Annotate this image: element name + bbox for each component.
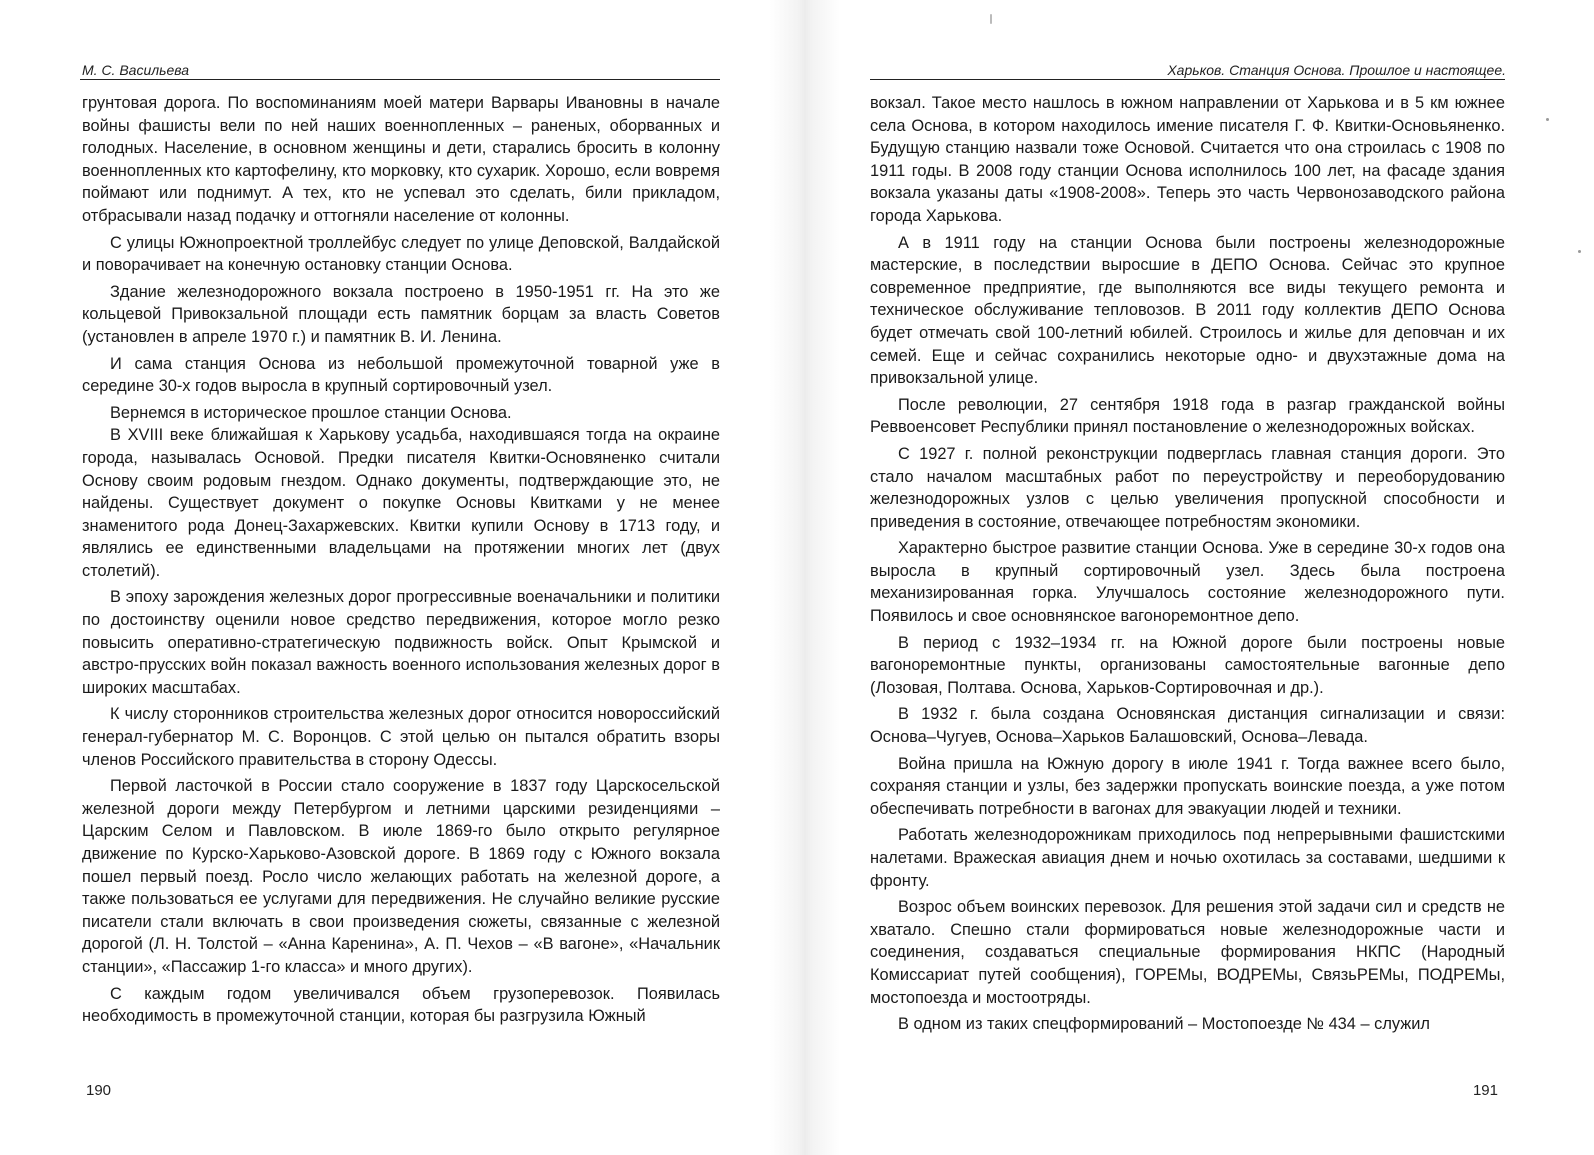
paragraph: грунтовая дорога. По воспоминаниям моей матери Варвары Ивановны в начале войны фашисты вели по ней наших военнопленных – раненых, оборванных и голодных. Население, в основном женщины и дети, старались бросить в колонну военнопленных кто картофелину, кто морковку, кто сухарик. Хорошо, если вовремя поймают или поднимут. А тех, кто не успевал это сделать, били прикладом, отбрасывали назад подачку и оттогняли население от колонны. [82,94,720,225]
paragraph: К числу сторонников строительства железных дорог относится новороссийский генерал-губернатор М. С. Воронцов. С этой целью он пытался обратить взоры членов Российского правительства в сторону Одессы. [82,705,720,769]
paragraph: Вернемся в историческое прошлое станции Основа. [110,403,512,422]
paragraph: В эпоху зарождения железных дорог прогрессивные военачальники и политики по достоинству оценили новое средство передвижения, которое могло резко повысить оперативно-стратегическую подвижность войск. Опыт Крымской и австро-прусских войн показал важность военного использования железных дорог в широких масштабах. [82,588,720,697]
paragraph: вокзал. Такое место нашлось в южном направлении от Харькова и в 5 км южнее села Основа, в котором находилось имение писателя Г. Ф. Квитки-Основьяненко. Будущую станцию назвали тоже Основой. Считается что она строилась с 1908 по 1911 годы. В 2008 году станции Основа исполнилось 100 лет, на фасаде здания вокзала указаны даты «1908-2008». Теперь это часть Червонозаводского района города Харькова. [870,94,1505,225]
paragraph: С улицы Южнопроектной троллейбус следует по улице Деповской, Валдайской и поворачивает на конечную остановку станции Основа. [82,233,720,275]
paragraph: С каждым годом увеличивался объем грузоперевозок. Появилась необходимость в промежуточной станции, которая бы разгрузила Южный [82,984,720,1026]
right-page [790,0,1594,1155]
paragraph: В одном из таких спецформирований – Мостопоезде № 434 – служил [898,1015,1430,1034]
page-number: 191 [1472,1082,1498,1099]
paragraph: В XVIII веке ближайшая к Харькову усадьба, находившаяся тогда на окраине города, называлась Основой. Предки писателя Квитки-Основяненко считали Основу своим родовым гнездом. Однако документы, подтверждающие это, не найдены. Существует документ о покупке Основы Квитками у не менее знаменитого рода Донец-Захаржевских. Квитки купили Основу в 1713 году, и являлись ее единственными владельцами на протяжении многих лет (двух столетий). [82,426,720,580]
paragraph: Здание железнодорожного вокзала построено в 1950-1951 гг. На это же кольцевой Привокзальной площади есть памятник борцам за власть Советов (установлен в апреле 1970 г.) и памятник В. И. Ленина. [82,282,720,346]
right-page-text [870,92,1505,1040]
paragraph: Характерно быстрое развитие станции Основа. Уже в середине 30-х годов она выросла в крупный сортировочный узел. Здесь была построена механизированная горка. Улучшалось состояние железнодорожного пути. Появилось и свое основнянское вагоноремонтное депо. [870,539,1505,626]
paragraph: И сама станция Основа из небольшой промежуточной товарной уже в середине 30-х годов выросла в крупный сортировочный узел. [82,354,720,396]
paragraph: Возрос объем воинских перевозок. Для решения этой задачи сил и средств не хватало. Спешно стали формироваться новые железнодорожные части и соединения, создаваться специальные формирования НКПС (Народный Комиссариат путей сообщения), ГОРЕМы, ВОДРЕМы, СвязьРЕМы, ПОДРЕМы, мостопоезда и мостоотряды. [870,898,1505,1007]
paragraph: Война пришла на Южную дорогу в июле 1941 г. Тогда важнее всего было, сохраняя станции и узлы, без задержки пропускать воинские поезда, а уже потом обеспечивать потребности в вагонах для эвакуации людей и техники. [870,754,1505,818]
paragraph: Работать железнодорожникам приходилось под непрерывными фашистскими налетами. Вражеская авиация днем и ночью охотилась за составами, шедшими к фронту. [870,826,1505,890]
scan-speck [990,14,992,24]
left-page-text [82,92,720,1032]
paragraph: Первой ласточкой в России стало сооружение в 1837 году Царскосельской железной дороги между Петербургом и летними царскими резиденциями – Царским Селом и Павловском. В июле 1869-го было открыто регулярное движение по Курско-Харьково-Азовской дороге. В 1869 году с Южного вокзала пошел первый поезд. Росло число желающих работать на железной дороге, а также пользоваться ее услугами для передвижения. Не случайно великие русские писатели стали включать в свои произведения сюжеты, связанные с железной дорогой (Л. Н. Толстой – «Анна Каренина», А. П. Чехов – «В вагоне», «Начальник станции», «Пассажир 1-го класса» и много других). [82,777,720,976]
paragraph: В период с 1932–1934 гг. на Южной дороге были построены новые вагоноремонтные пункты, организованы самостоятельные вагонные депо (Лозовая, Полтава. Основа, Харьков-Сортировочная и др.). [870,633,1505,697]
scan-speck [1546,118,1549,121]
scan-speck [1578,250,1581,253]
header-rule [870,79,1505,80]
paragraph: А в 1911 году на станции Основа были построены железнодорожные мастерские, в последствии выросшие в ДЕПО Основа. Сейчас это крупное современное предприятие, где выполняются все виды текущего ремонта и техническое обслуживание тепловозов. В 2011 году коллектив ДЕПО Основа будет отмечать свой 100-летний юбилей. Строилось и жилье для деповчан и их семей. Еще и сейчас сохранились некоторые одно- и двухэтажные дома на привокзальной улице. [870,233,1505,388]
paragraph: В 1932 г. была создана Основянская дистанция сигнализации и связи: Основа–Чугуев, Основа–Харьков Балашовский, Основа–Левада. [870,705,1505,747]
header-rule [80,79,720,80]
left-page [0,0,790,1155]
paragraph: После революции, 27 сентября 1918 года в разгар гражданской войны Реввоенсовет Республики принял постановление о железнодорожных войсках. [870,395,1505,437]
page-number: 190 [86,1082,112,1099]
running-head-title: Харьков. Станция Основа. Прошлое и настоящее. [1167,62,1506,78]
paragraph: С 1927 г. полной реконструкции подверглась главная станция дороги. Это стало началом масштабных работ по переустройству и переоборудованию железнодорожных узлов с целью увеличения пропускной способности и приведения в состояние, отвечающее потребностям экономики. [870,444,1505,531]
running-head-author: М. С. Васильева [82,62,190,78]
